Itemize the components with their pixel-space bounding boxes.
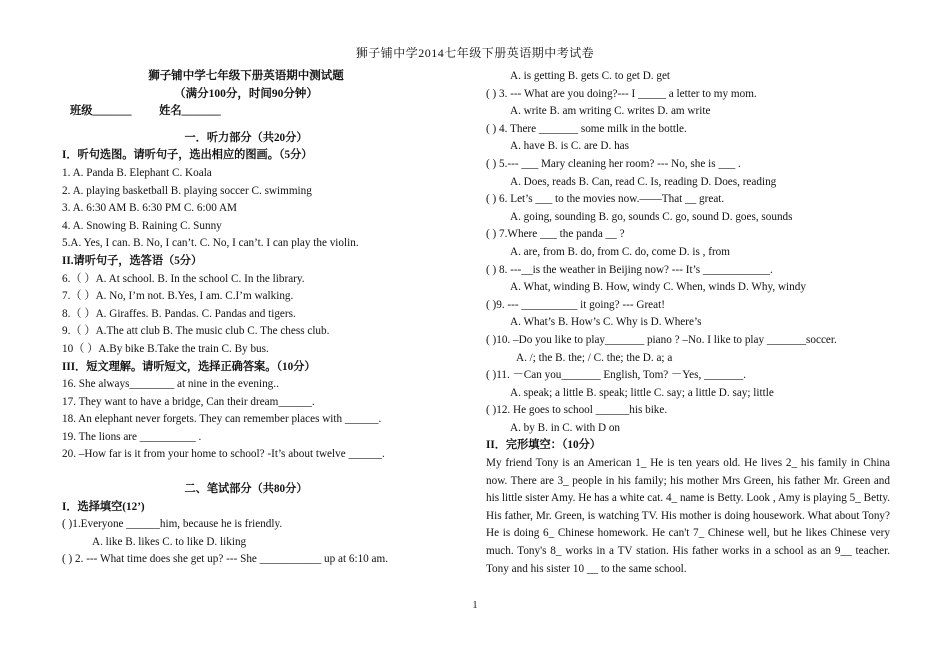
page-header: 狮子铺中学2014七年级下册英语期中考试卷 [355,46,595,60]
q17: 17. They want to have a bridge, Can their dream______. [62,395,315,408]
mc-q10-options: A. /; the B. the; / C. the; the D. a; a [516,351,673,364]
page-number: 1 [472,600,478,611]
mc-q7-options: A. are, from B. do, from C. do, come D. is , from [510,245,730,258]
mc-q9-options: A. What’s B. How’s C. Why is D. Where’s [510,316,702,329]
exam-subtitle: （满分100分，时间90分钟） [174,87,318,100]
q7: 7.（ ）A. No, I’m not. B.Yes, I am. C.I’m walking. [62,290,294,303]
q5: 5.A. Yes, I can. B. No, I can’t. C. No, I can’t. I can play the violin. [62,237,359,250]
exam-title: 狮子铺中学七年级下册英语期中测试题 [148,70,344,82]
mc-q5: ( ) 5.--- ___ Mary cleaning her room? --- No, she is ___ . [486,157,741,170]
mc-q3: ( ) 3. --- What are you doing?--- I _____ a letter to my mom. [486,87,757,100]
q20: 20. –How far is it from your home to school? -It’s about twelve ______. [62,448,385,461]
mc-q11-options: A. speak; a little B. speak; little C. say; a little D. say; little [510,386,774,399]
q18: 18. An elephant never forgets. They can remember places with ______. [62,413,382,426]
mc-q4: ( ) 4. There _______ some milk in the bottle. [486,122,687,135]
mc-q2: ( ) 2. --- What time does she get up? --- She ___________ up at 6:10 am. [62,553,389,566]
mc-q5-options: A. Does, reads B. Can, read C. Is, reading D. Does, reading [510,175,777,188]
part2-heading: II.请听句子，选答语（5分） [62,254,203,267]
part3-heading: III．短文理解。请听短文，选择正确答案。（10分） [62,360,316,373]
mc-q8: ( ) 8. ---__is the weather in Beijing now? --- It’s ____________. [486,263,773,276]
class-name-line [62,103,430,121]
part1-heading: I．听句选图。请听句子，选出相应的图画。（5分） [62,149,313,162]
mc-q12: ( )12. He goes to school ______his bike. [486,404,668,417]
q16: 16. She always________ at nine in the evening.. [62,378,279,391]
mc-q12-options: A. by B. in C. with D on [510,421,621,434]
mc-q11: ( )11. －Can you_______ English, Tom? －Yes, _______. [486,369,747,382]
section-written: 二、笔试部分（共80分） [184,483,308,496]
q10: 10（ ）A.By bike B.Take the train C. By bus. [62,342,269,355]
q19: 19. The lions are __________ . [62,430,202,443]
q8: 8.（ ）A. Giraffes. B. Pandas. C. Pandas and tigers. [62,307,296,320]
mc-q2-options: A. is getting B. gets C. to get D. get [510,70,671,82]
mc-q4-options: A. have B. is C. are D. has [510,140,629,153]
mc-q8-options: A. What, winding B. How, windy C. When, winds D. Why, windy [510,281,806,294]
q9: 9.（ ）A.The att club B. The music club C. The chess club. [62,325,330,338]
name-label: 姓名_______ [159,105,221,118]
q6: 6.（ ）A. At school. B. In the school C. In the library. [62,272,305,285]
q2: 2. A. playing basketball B. playing soccer C. swimming [62,184,312,197]
mc-q10: ( )10. –Do you like to play_______ piano ? –No. I like to play _______soccer. [486,333,837,346]
section-listening: 一．听力部分（共20分） [184,131,308,144]
q1: 1. A. Panda B. Elephant C. Koala [62,166,212,179]
right-column [486,68,890,578]
mc-q1-options: A. like B. likes C. to like D. liking [92,535,247,548]
class-label: 班级_______ [70,105,132,118]
cloze-passage: My friend Tony is an American 1_ He is ten years old. He lives 2_ his family in China now. There are 3_ people in his family; his mother Mrs Green, his father Mr. Green and his little sister Amy. He has a white cat. 4_ name is Betty. Look , Amy is playing 5_ Betty. His father, Mr. Green, is watching TV. His mother is doing housework. What about Tony? He is doing 6_ Chinese homework. He can't 7_ Chinese well, but he likes Chinese very much. Tony's 8_ works in a TV station. His father works in a school as an 9__ teacher. Tony and his sister 10 __ to the same school. [486,457,890,575]
mc-q3-options: A. write B. am writing C. writes D. am write [510,105,711,118]
cloze-heading: II．完形填空：（10分） [486,439,601,452]
mc-q7: ( ) 7.Where ___ the panda __ ? [486,228,625,241]
q3: 3. A. 6:30 AM B. 6:30 PM C. 6:00 AM [62,202,237,215]
mc-q1: ( )1.Everyone ______him, because he is friendly. [62,518,283,531]
part4-heading: I．选择填空(12’) [62,500,145,513]
mc-q9: ( )9. --- __________ it going? --- Great! [486,298,665,311]
q4: 4. A. Snowing B. Raining C. Sunny [62,219,222,232]
left-column [62,68,430,569]
mc-q6-options: A. going, sounding B. go, sounds C. go, sound D. goes, sounds [510,210,793,223]
mc-q6: ( ) 6. Let’s ___ to the movies now.——That __ great. [486,193,725,206]
